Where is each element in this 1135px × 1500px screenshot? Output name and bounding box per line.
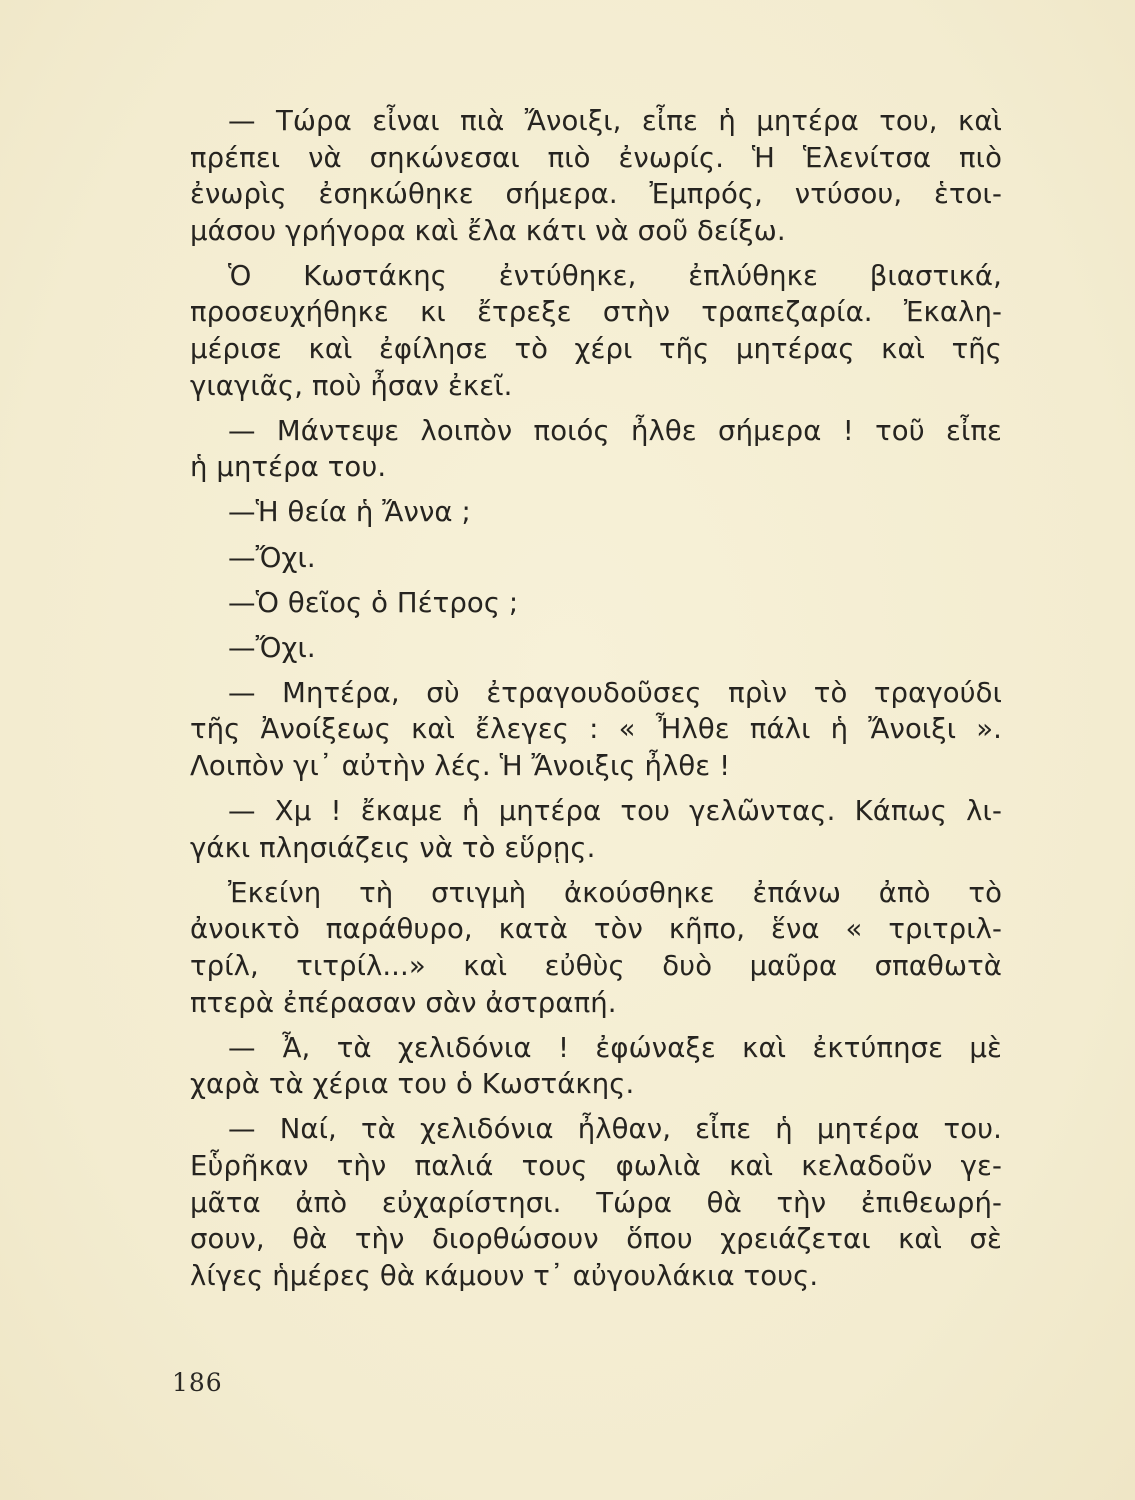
paragraph xyxy=(190,258,1002,404)
text-line: — Μητέρα, σὺ ἐτραγουδοῦσες πρὶν τὸ τραγούδι xyxy=(228,676,1002,709)
paragraph xyxy=(190,793,1002,866)
paragraph xyxy=(190,1111,1002,1294)
text-line: πρέπει νὰ σηκώνεσαι πιὸ ἐνωρίς. Ἡ Ἑλενίτσα πιὸ xyxy=(190,141,1002,174)
paragraph xyxy=(190,540,1002,577)
text-line: ἐνωρὶς ἐσηκώθηκε σήμερα. Ἐμπρός, ντύσου, ἑτοι- xyxy=(190,178,1002,211)
paragraph xyxy=(190,875,1002,1021)
paragraph xyxy=(190,630,1002,667)
text-line: σουν, θὰ τὴν διορθώσουν ὅπου χρειάζεται καὶ σὲ xyxy=(190,1223,1002,1256)
text-line: — Ναί, τὰ χελιδόνια ἦλθαν, εἶπε ἡ μητέρα του. xyxy=(228,1113,1002,1146)
text-line: προσευχήθηκε κι ἔτρεξε στὴν τραπεζαρία. Ἐκαλη- xyxy=(190,296,1002,329)
text-line: —Ὄχι. xyxy=(228,541,316,574)
text-line: τρίλ, τιτρίλ...» καὶ εὐθὺς δυὸ μαῦρα σπαθωτὰ xyxy=(190,949,1002,982)
text-line: ἀνοικτὸ παράθυρο, κατὰ τὸν κῆπο, ἕνα « τριτριλ- xyxy=(190,913,1002,946)
text-line: χαρὰ τὰ χέρια του ὁ Κωστάκης. xyxy=(190,1068,635,1101)
text-line: — Χμ ! ἔκαμε ἡ μητέρα του γελῶντας. Κάπως λι- xyxy=(228,795,1002,828)
text-line: — Τώρα εἶναι πιὰ Ἄνοιξι, εἶπε ἡ μητέρα του, καὶ xyxy=(228,105,1002,137)
paragraph xyxy=(190,1030,1002,1103)
text-line: —Ὄχι. xyxy=(228,631,316,664)
paragraph xyxy=(190,675,1002,785)
page-number: 186 xyxy=(172,1368,223,1397)
text-line: γιαγιᾶς, ποὺ ἦσαν ἐκεῖ. xyxy=(190,369,513,402)
text-line: —Ὁ θεῖος ὁ Πέτρος ; xyxy=(228,586,519,619)
body-text xyxy=(190,103,1002,1303)
text-line: — Ἆ, τὰ χελιδόνια ! ἐφώναξε καὶ ἐκτύπησε μὲ xyxy=(228,1031,1002,1064)
paragraph xyxy=(190,413,1002,486)
text-line: μᾶτα ἀπὸ εὐχαρίστησι. Τώρα θὰ τὴν ἐπιθεωρή- xyxy=(190,1186,1002,1219)
text-line: λίγες ἡμέρες θὰ κάμουν τ᾿ αὐγουλάκια τους. xyxy=(190,1259,819,1292)
paragraph xyxy=(190,103,1002,249)
text-line: τῆς Ἀνοίξεως καὶ ἔλεγες : « Ἦλθε πάλι ἡ Ἄνοιξι ». xyxy=(190,713,1002,746)
text-line: Ὁ Κωστάκης ἐντύθηκε, ἐπλύθηκε βιαστικά, xyxy=(228,259,1002,292)
text-line: γάκι πλησιάζεις νὰ τὸ εὕρῃς. xyxy=(190,831,596,864)
text-line: — Μάντεψε λοιπὸν ποιός ἦλθε σήμερα ! τοῦ εἶπε xyxy=(228,414,1002,447)
text-line: Λοιπὸν γι᾿ αὐτὴν λές. Ἡ Ἄνοιξις ἦλθε ! xyxy=(190,750,731,782)
text-line: —Ἡ θεία ἡ Ἄννα ; xyxy=(228,496,471,529)
text-line: Εὗρῆκαν τὴν παλιά τους φωλιὰ καὶ κελαδοῦν γε- xyxy=(190,1149,1002,1182)
text-line: μάσου γρήγορα καὶ ἔλα κάτι νὰ σοῦ δείξω. xyxy=(190,214,786,247)
text-line: ἡ μητέρα του. xyxy=(190,451,387,484)
text-line: πτερὰ ἐπέρασαν σὰν ἀστραπή. xyxy=(190,986,617,1019)
paragraph xyxy=(190,585,1002,622)
paragraph xyxy=(190,494,1002,531)
text-line: μέρισε καὶ ἐφίλησε τὸ χέρι τῆς μητέρας καὶ τῆς xyxy=(190,333,1002,366)
text-line: Ἐκείνη τὴ στιγμὴ ἀκούσθηκε ἐπάνω ἀπὸ τὸ xyxy=(228,876,1002,909)
